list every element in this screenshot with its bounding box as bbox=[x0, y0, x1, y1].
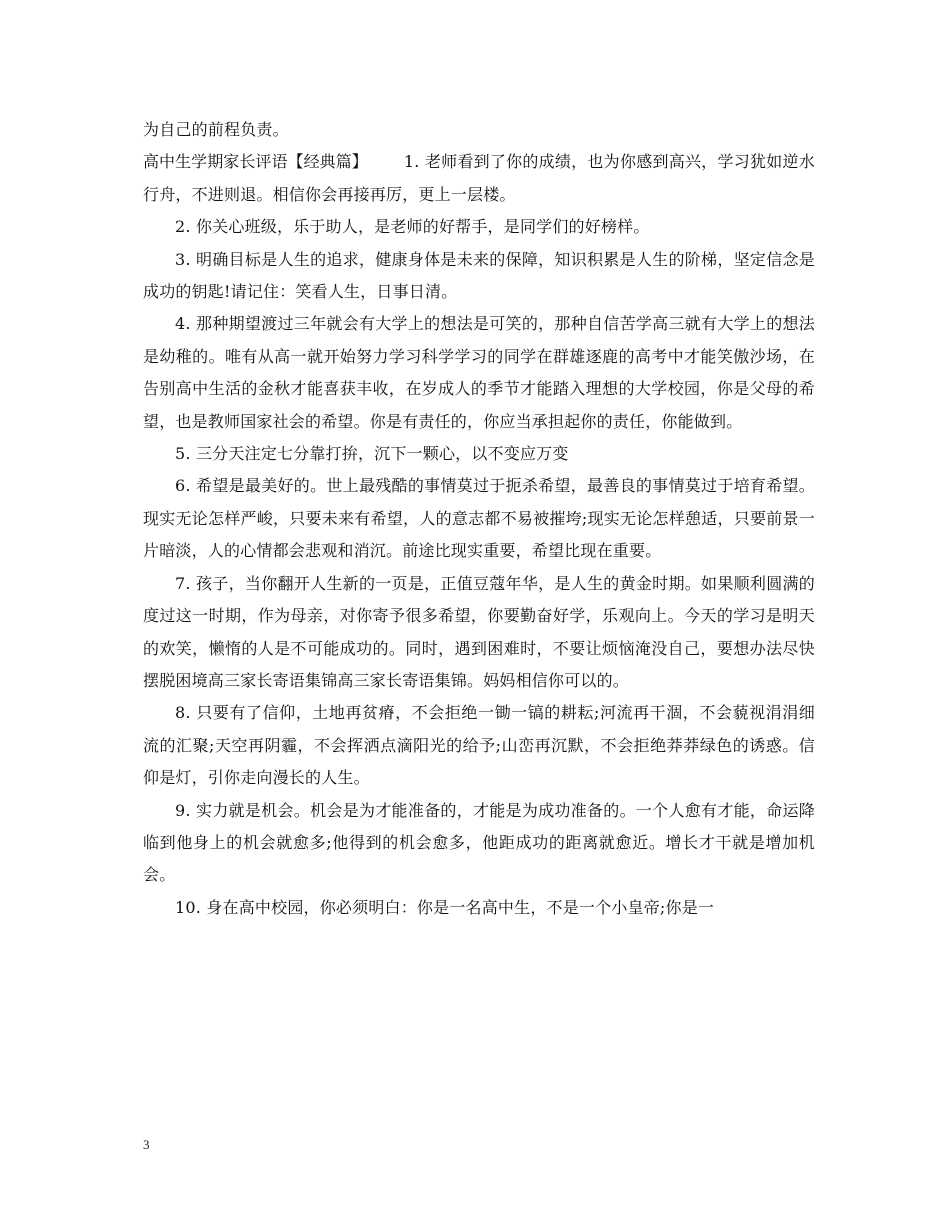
page-number: 3 bbox=[143, 1137, 150, 1152]
list-item: 9. 实力就是机会。机会是为才能准备的，才能是为成功准备的。一个人愈有才能，命运降临到他身上的机会就愈多;他得到的机会愈多，他距成功的距离就愈近。增长才干就是增加机会。 bbox=[143, 800, 815, 885]
list-item: 7. 孩子，当你翻开人生新的一页是，正值豆蔻年华，是人生的黄金时期。如果顺利圆满的度过这一时期，作为母亲，对你寄予很多希望，你要勤奋好学，乐观向上。今天的学习是明天的欢笑，懒惰的人是不可能成功的。同时，遇到困难时，不要让烦恼淹没自己，要想办法尽快摆脱困境高三家长寄语集锦高三家长寄语集锦。妈妈相信你可以的。 bbox=[143, 573, 815, 690]
section-heading: 高中生学期家长评语【经典篇】 bbox=[143, 152, 368, 172]
list-item: 8. 只要有了信仰，土地再贫瘠，不会拒绝一锄一镐的耕耘;河流再干涸，不会藐视涓涓细流的汇聚;天空再阴霾，不会挥洒点滴阳光的给予;山峦再沉默，不会拒绝莽莽绿色的诱惑。信仰是灯，引你走向漫长的人生。 bbox=[143, 703, 815, 788]
document-body bbox=[143, 114, 815, 924]
intro-line: 为自己的前程负责。 bbox=[143, 120, 289, 139]
list-item: 1. 老师看到了你的成绩，也为你感到高兴，学习犹如逆水行舟，不进则退。相信你会再接再厉，更上一层楼。 bbox=[143, 152, 815, 204]
list-item: 10. 身在高中校园，你必须明白：你是一名高中生，不是一个小皇帝;你是一 bbox=[175, 897, 715, 917]
list-item: 5. 三分天注定七分靠打拚，沉下一颗心，以不变应万变 bbox=[175, 444, 569, 464]
list-item: 2. 你关心班级，乐于助人，是老师的好帮手，是同学们的好榜样。 bbox=[175, 217, 650, 237]
list-item: 4. 那种期望渡过三年就会有大学上的想法是可笑的，那种自信苦学高三就有大学上的想法是幼稚的。唯有从高一就开始努力学习科学学习的同学在群雄逐鹿的高考中才能笑傲沙场，在告别高中生活的金秋才能喜获丰收，在岁成人的季节才能踏入理想的大学校园，你是父母的希望，也是教师国家社会的希望。你是有责任的，你应当承担起你的责任，你能做到。 bbox=[143, 314, 815, 431]
section-paragraph bbox=[143, 146, 815, 211]
list-item: 6. 希望是最美好的。世上最残酷的事情莫过于扼杀希望，最善良的事情莫过于培育希望。现实无论怎样严峻，只要未来有希望，人的意志都不易被摧垮;现实无论怎样憩适，只要前景一片暗淡，人的心情都会悲观和消沉。前途比现实重要，希望比现在重要。 bbox=[143, 476, 815, 561]
list-item: 3. 明确目标是人生的追求，健康身体是未来的保障，知识积累是人生的阶梯，坚定信念是成功的钥匙!请记住：笑看人生，日事日清。 bbox=[143, 249, 815, 302]
